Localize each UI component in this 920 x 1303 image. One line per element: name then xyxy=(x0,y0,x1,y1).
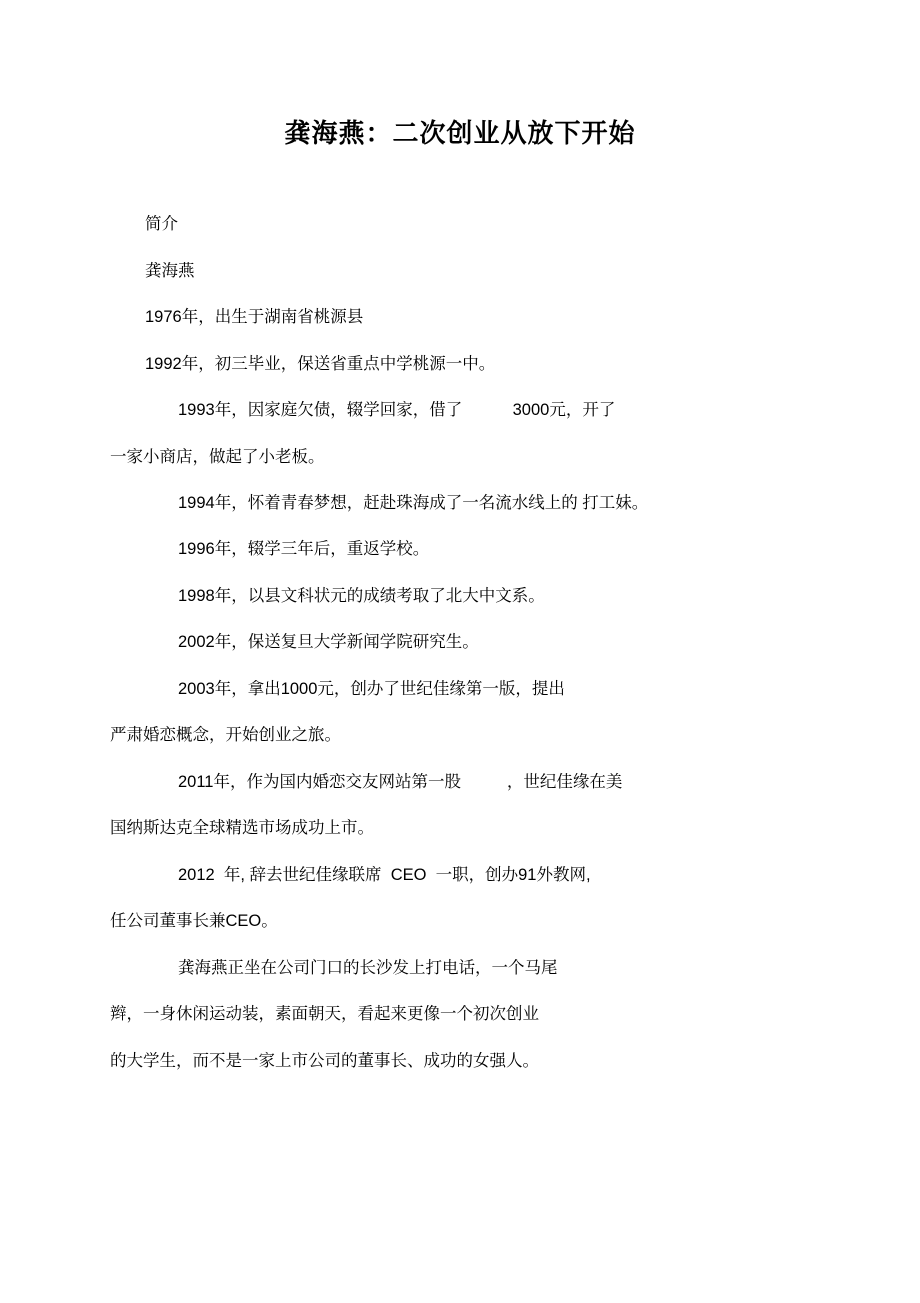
paragraph: 2003年，拿出1000元，创办了世纪佳缘第一版，提出 xyxy=(178,679,565,698)
paragraph: 1994年，怀着青春梦想，赶赴珠海成了一名流水线上的 打工妹。 xyxy=(178,494,649,512)
paragraph: 1992年，初三毕业，保送省重点中学桃源一中。 xyxy=(145,354,496,373)
paragraph: 简介 xyxy=(145,215,178,234)
paragraph: 任公司董事长兼CEO。 xyxy=(110,912,278,931)
paragraph: 2011年，作为国内婚恋交友网站第一股 ，世纪佳缘在美 xyxy=(178,772,623,791)
paragraph: 的大学生，而不是一家上市公司的董事长、成功的女强人。 xyxy=(110,1051,539,1070)
paragraph: 严肃婚恋概念，开始创业之旅。 xyxy=(110,726,341,745)
paragraph: 辫，一身休闲运动装，素面朝天，看起来更像一个初次创业 xyxy=(110,1005,539,1024)
paragraph: 2002年，保送复旦大学新闻学院研究生。 xyxy=(178,633,479,652)
paragraph: 1996年，辍学三年后，重返学校。 xyxy=(178,540,430,559)
document-body xyxy=(0,215,920,1071)
paragraph: 2012 年, 辞去世纪佳缘联席 CEO 一职，创办91外教网, xyxy=(178,865,591,884)
paragraph: 1998年，以县文科状元的成绩考取了北大中文系。 xyxy=(178,586,545,605)
paragraph: 一家小商店，做起了小老板。 xyxy=(110,447,325,466)
paragraph: 龚海燕 xyxy=(145,261,195,280)
paragraph: 龚海燕正坐在公司门口的长沙发上打电话，一个马尾 xyxy=(178,958,558,977)
paragraph: 1976年，出生于湖南省桃源县 xyxy=(145,308,364,327)
paragraph: 1993年，因家庭欠债，辍学回家，借了 3000元，开了 xyxy=(178,401,616,420)
page-title: 龚海燕：二次创业从放下开始 xyxy=(284,118,636,148)
paragraph: 国纳斯达克全球精选市场成功上市。 xyxy=(110,819,374,838)
